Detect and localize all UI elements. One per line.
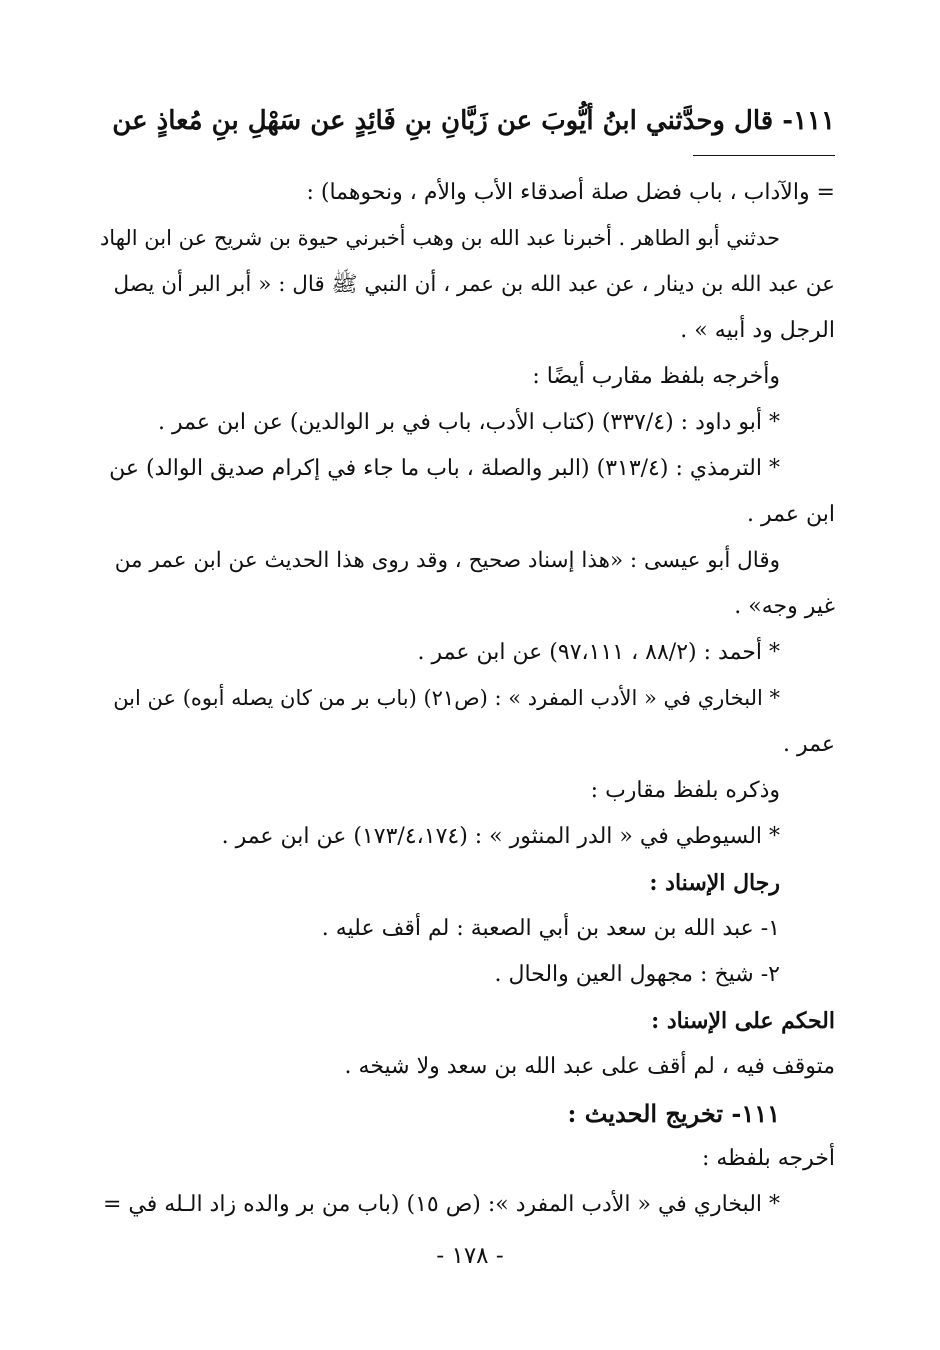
footnote-line: ابن عمر . (747, 502, 835, 527)
footnote-line: * أحمد : (٨٨/٢ ، ٩٧،١١١) عن ابن عمر . (417, 640, 780, 665)
section-heading-ruling: الحكم على الإسناد : (651, 1008, 835, 1034)
footnote-line: وقال أبو عيسى : «هذا إسناد صحيح ، وقد روى هذا الحديث عن ابن عمر من (114, 548, 780, 573)
footnote-line: ١- عبد الله بن سعد بن أبي الصعبة : لم أقف عليه . (321, 916, 780, 941)
hadith-heading: ١١١- قال وحدَّثني ابنُ أيُّوبَ عن زَبَّانِ بنِ فَائِدٍ عن سَهْلِ بنِ مُعاذٍ عن (112, 106, 835, 136)
footnote-line: * البخاري في « الأدب المفرد » : (ص٢١) (باب بر من كان يصله أبوه) عن ابن (113, 686, 780, 710)
footnote-line: = والآداب ، باب فضل صلة أصدقاء الأب والأم ، ونحوهما) : (306, 180, 835, 205)
footnote-line: حدثني أبو الطاهر . أخبرنا عبد الله بن وهب أخبرني حيوة بن شريح عن ابن الهاد (99, 226, 780, 250)
footnote-line: * أبو داود : (٣٣٧/٤) (كتاب الأدب، باب في بر الوالدين) عن ابن عمر . (158, 410, 780, 435)
footnote-line: وأخرجه بلفظ مقارب أيضًا : (532, 364, 780, 389)
footnote-line: عمر . (783, 732, 835, 757)
footnote-line: * السيوطي في « الدر المنثور » : (١٧٣/٤،١٧٤) عن ابن عمر . (221, 824, 780, 849)
footnote-line: * الترمذي : (٣١٣/٤) (البر والصلة ، باب ما جاء في إكرام صديق الوالد) عن (109, 456, 780, 481)
footnote-line: ٢- شيخ : مجهول العين والحال . (494, 962, 780, 987)
footnote-line: متوقف فيه ، لم أقف على عبد الله بن سعد ولا شيخه . (344, 1054, 835, 1079)
footnote-line: أخرجه بلفظه : (701, 1146, 835, 1171)
section-heading-narrators: رجال الإسناد : (649, 870, 780, 896)
footnote-line: عن عبد الله بن دينار ، عن عبد الله بن عمر ، أن النبي ﷺ قال : « أبر البر أن يصل (113, 272, 835, 297)
footnote-line: الرجل ود أبيه » . (680, 318, 835, 343)
footnote-line: وذكره بلفظ مقارب : (590, 778, 780, 803)
footnote-line: غير وجه» . (734, 594, 835, 619)
section-heading-takhrij: ١١١- تخريج الحديث : (567, 1099, 780, 1128)
footnote-line: * البخاري في « الأدب المفرد »: (ص ١٥) (باب من بر والده زاد الـله في = (102, 1192, 780, 1217)
page-number: - ١٧٨ - (436, 1243, 504, 1269)
footnote-separator (693, 155, 835, 156)
